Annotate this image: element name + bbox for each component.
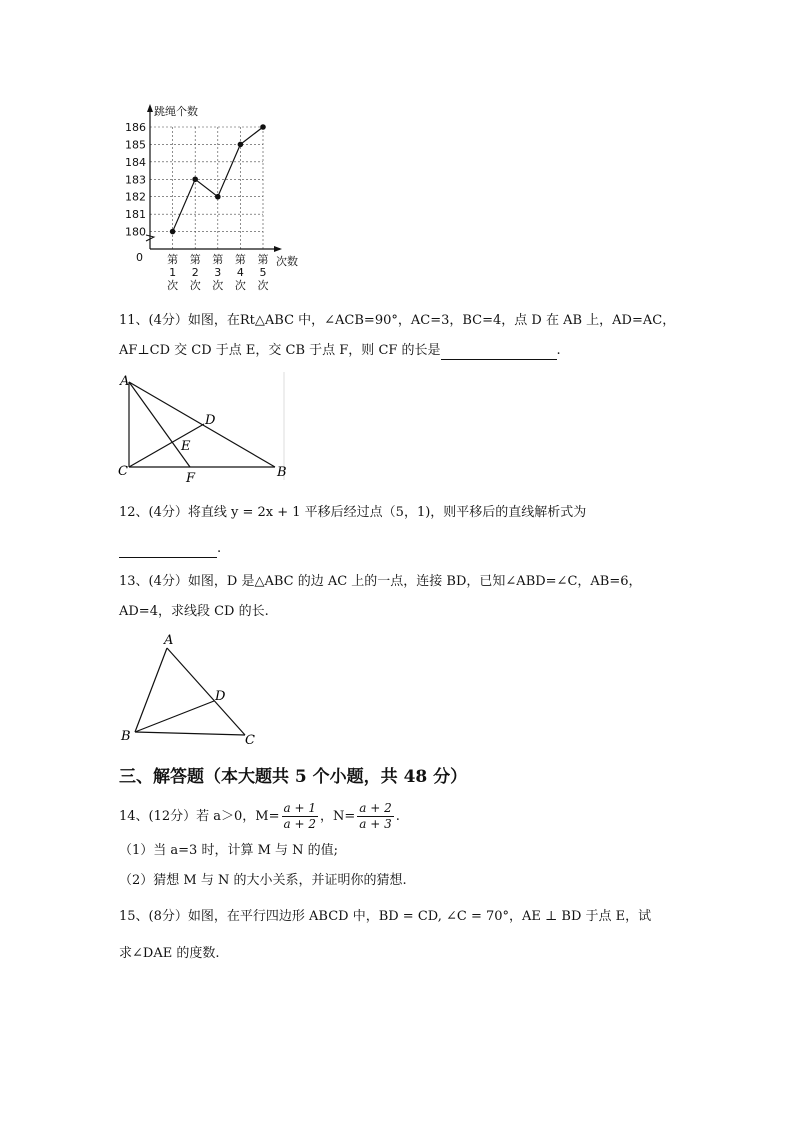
x-tick-label: 次: [189, 279, 201, 292]
x-tick-label: 2: [191, 266, 199, 279]
q14-n-numerator: a + 2: [359, 801, 392, 815]
q13-label-c: C: [245, 733, 255, 748]
q11-line1: 11、(4分）如图，在Rt△ABC 中，∠ACB=90°，AC=3，BC=4，点 D 在 AB 上，AD=AC，: [119, 313, 676, 328]
x-tick-label: 次: [167, 279, 179, 292]
q13-label-a: A: [164, 633, 174, 648]
x-tick-label: 4: [236, 266, 244, 279]
x-tick-label: 第: [257, 253, 269, 266]
q14-part1: （1）当 a=3 时，计算 M 与 N 的值;: [119, 843, 339, 858]
y-tick-label: 183: [125, 173, 146, 187]
q11-line2-text: AF⊥CD 交 CD 于点 E，交 CB 于点 F，则 CF 的长是: [119, 343, 441, 358]
y-tick-label: 182: [125, 190, 146, 204]
q11-label-c: C: [118, 464, 128, 479]
q12-text: 12、(4分）将直线 y = 2x + 1 平移后经过点（5，1)，则平移后的直线解析式为: [119, 505, 587, 520]
q15-line2: 求∠DAE 的度数.: [119, 946, 220, 961]
q13-label-b: B: [121, 729, 131, 744]
q11-label-a: A: [120, 374, 130, 389]
q14-m-numerator: a + 1: [283, 801, 316, 815]
data-point: [215, 194, 221, 200]
q11-label-e: E: [181, 439, 191, 454]
q13-triangle-figure: [115, 630, 265, 748]
q11-label-f: F: [186, 471, 196, 486]
y-tick-label: 181: [125, 208, 146, 222]
chart-y-tick-labels: [125, 121, 146, 239]
y-axis-label: 跳绳个数: [154, 105, 198, 118]
q11-label-d: D: [205, 413, 216, 428]
x-tick-label: 5: [259, 266, 267, 279]
q14-line: [119, 800, 400, 834]
x-tick-label: 次: [212, 279, 224, 292]
q11-end: .: [556, 343, 561, 358]
q11-triangle-figure: [112, 370, 292, 486]
y-axis-arrow: [147, 104, 153, 112]
x-tick-label: 3: [214, 266, 222, 279]
x-tick-label: 第: [234, 253, 246, 266]
x-tick-label: 第: [189, 253, 201, 266]
q13-line2: AD=4，求线段 CD 的长.: [119, 604, 269, 619]
q11-label-b: B: [277, 465, 287, 480]
q13-label-d: D: [215, 689, 226, 704]
x-axis-arrow: [274, 246, 282, 252]
q12-end: .: [217, 541, 222, 556]
q14-fraction-n: [357, 801, 393, 832]
x-tick-label: 次: [234, 279, 246, 292]
q11-line2: [119, 342, 561, 360]
data-point: [170, 229, 176, 235]
y-tick-label: 180: [125, 225, 146, 239]
chart-x-tick-labels: [167, 253, 268, 292]
y-tick-label: 184: [125, 155, 146, 169]
q14-end: .: [395, 809, 400, 824]
q14-mid: ，N=: [320, 809, 356, 824]
jump-rope-line-chart: [120, 100, 310, 300]
origin-label: 0: [136, 251, 143, 264]
q12-answer-line: [119, 540, 221, 558]
q14-fraction-m: [282, 801, 318, 832]
q15-line1: 15、(8分）如图，在平行四边形 ABCD 中，BD = CD, ∠C = 70°，AE ⊥ BD 于点 E，试: [119, 909, 652, 924]
x-tick-label: 次: [257, 279, 269, 292]
x-axis-label: 次数: [276, 255, 298, 268]
y-tick-label: 185: [125, 138, 146, 152]
q12-answer-blank[interactable]: [119, 543, 217, 558]
data-point: [260, 124, 266, 130]
x-tick-label: 第: [212, 253, 224, 266]
data-point: [238, 142, 244, 148]
y-tick-label: 186: [125, 121, 146, 134]
q14-prefix: 14、(12分）若 a＞0，M=: [119, 809, 280, 824]
q13-line1: 13、(4分）如图，D 是△ABC 的边 AC 上的一点，连接 BD，已知∠ABD=∠C，AB=6，: [119, 574, 642, 589]
q11-answer-blank[interactable]: [441, 345, 557, 360]
q14-n-denominator: a + 3: [359, 817, 392, 831]
x-tick-label: 1: [169, 266, 177, 279]
q14-part2: （2）猜想 M 与 N 的大小关系，并证明你的猜想.: [119, 873, 407, 888]
data-point: [192, 176, 198, 182]
x-tick-label: 第: [167, 253, 179, 266]
section-3-heading: 三、解答题（本大题共 5 个小题，共 48 分）: [119, 767, 468, 787]
q14-m-denominator: a + 2: [283, 817, 316, 831]
